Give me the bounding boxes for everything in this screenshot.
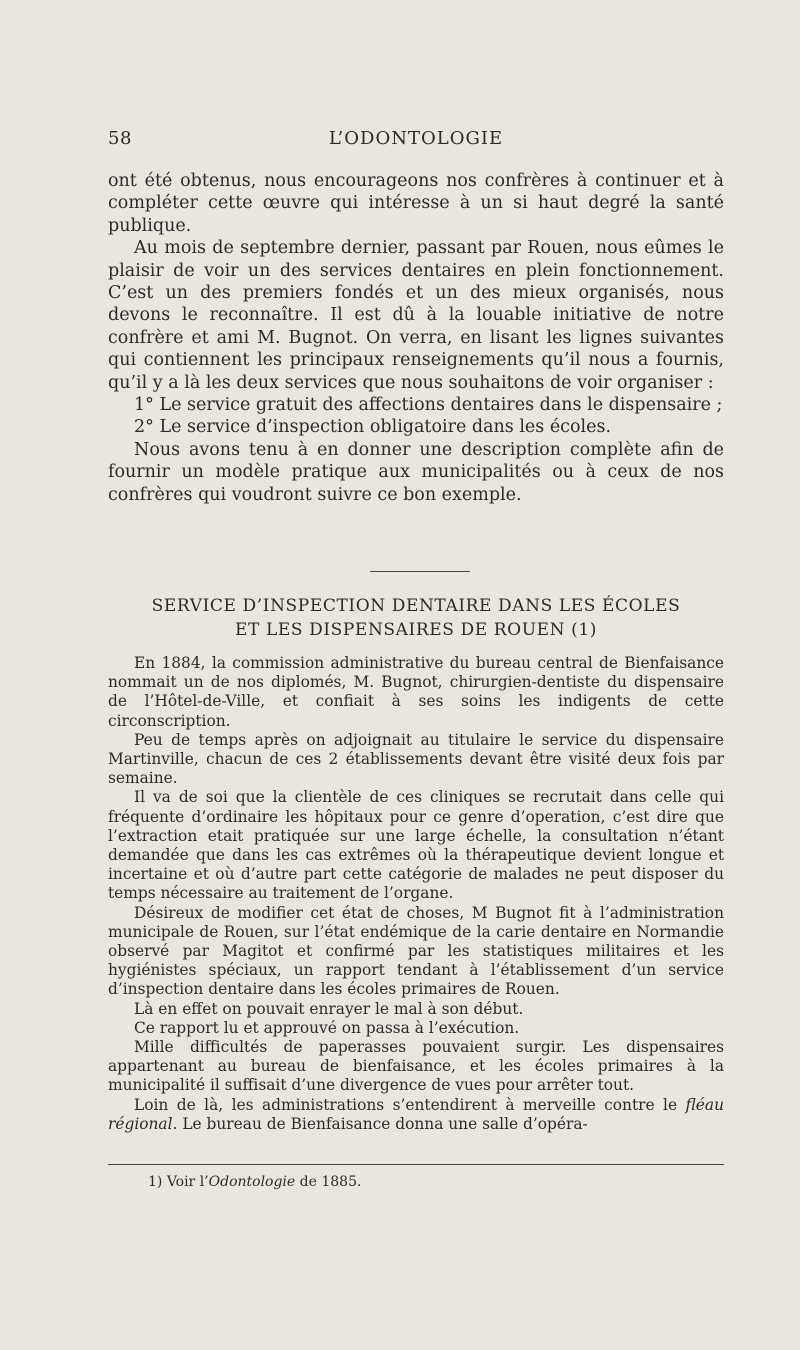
section-paragraph: Peu de temps après on adjoignait au titulaire le service du dispensaire Martinville, chacun de ces 2 établissements devant être visité deux fois par semaine. [108, 730, 724, 788]
intro-paragraph: ont été obtenus, nous encourageons nos confrères à continuer et à compléter cette œuvre qui intéresse à un si haut degré la santé publique. [108, 171, 724, 236]
section-divider [370, 571, 470, 572]
section-paragraph: Mille difficultés de paperasses pouvaient surgir. Les dispensaires appartenant au bureau de bienfaisance, et les écoles primaires à la municipalité il suffisait d’une divergence de vues pour arrêter tout. [108, 1038, 724, 1095]
section-text [108, 654, 724, 1134]
section-heading-line: SERVICE D’INSPECTION DENTAIRE DANS LES ÉCOLES [151, 596, 681, 616]
footnote-text: de 1885. [295, 1174, 362, 1190]
intro-paragraph: Nous avons tenu à en donner une description complète afin de fournir un modèle pratique aux municipalités ou à ceux de nos confrères qui voudront suivre ce bon exemple. [108, 439, 724, 505]
intro-paragraph: Au mois de septembre dernier, passant par Rouen, nous eûmes le plaisir de voir un des services dentaires en plein fonctionnement. C’est un des premiers fondés et un des mieux organisés, nous devons le reconnaître. Il est dû à la louable initiative de notre confrère et ami M. Bugnot. On verra, en lisant les lignes suivantes qui contiennent les principaux renseignements qu’il nous a fournis, qu’il y a là les deux services que nous souhaitons de voir organiser : [108, 238, 724, 393]
text-span: Loin de là, les administrations s’entendirent à merveille contre le [134, 1095, 686, 1114]
section-paragraph: Ce rapport lu et approuvé on passa à l’exécution. [134, 1018, 520, 1037]
journal-title: L’ODONTOLOGIE [328, 128, 504, 149]
section-paragraph: En 1884, la commission administrative du bureau central de Bienfaisance nommait un de nos diplomés, M. Bugnot, chirurgien-dentiste du dispensaire de l’Hôtel-de-Ville, et confiait à ses soins les indigents de cette circonscription. [108, 654, 724, 730]
footnote-journal: Odontologie [208, 1174, 296, 1190]
running-head [108, 128, 724, 156]
section-heading [108, 594, 724, 642]
intro-list-item: 1° Le service gratuit des affections dentaires dans le dispensaire ; [134, 395, 723, 416]
section-paragraph: Il va de soi que la clientèle de ces cliniques se recrutait dans celle qui fréquente d’ordinaire les hôpitaux pour ce genre d’operation, c’est dire que l’extraction etait pratiquée sur une large échelle, la consultation n’étant demandée que dans les cas extrêmes où la thérapeutique devient longue et incertaine et où d’autre part cette catégorie de malades ne peut disposer du temps nécessaire au traitement de l’organe. [108, 788, 724, 903]
footnote [148, 1173, 708, 1191]
footnote-text: 1) Voir l’ [148, 1174, 209, 1190]
intro-list-item: 2° Le service d’inspection obligatoire dans les écoles. [134, 417, 612, 438]
section-paragraph-last [108, 1096, 724, 1134]
intro-text [108, 170, 724, 506]
footnote-rule [108, 1164, 724, 1165]
page-number: 58 [108, 128, 132, 149]
section-heading-line: ET LES DISPENSAIRES DE ROUEN (1) [235, 620, 597, 640]
emphasis: fléau régional [108, 1095, 724, 1133]
section-paragraph: Là en effet on pouvait enrayer le mal à son début. [134, 999, 524, 1018]
section-paragraph: Désireux de modifier cet état de choses, M Bugnot fit à l’administration municipale de Rouen, sur l’état endémique de la carie dentaire en Normandie observé par Magitot et confirmé par les statistiques militaires et les hygiénistes spéciaux, un rapport tendant à l’établissement d’un service d’inspection dentaire dans les écoles primaires de Rouen. [108, 903, 724, 999]
text-span: . Le bureau de Bienfaisance donna une salle d’opéra- [172, 1114, 588, 1133]
